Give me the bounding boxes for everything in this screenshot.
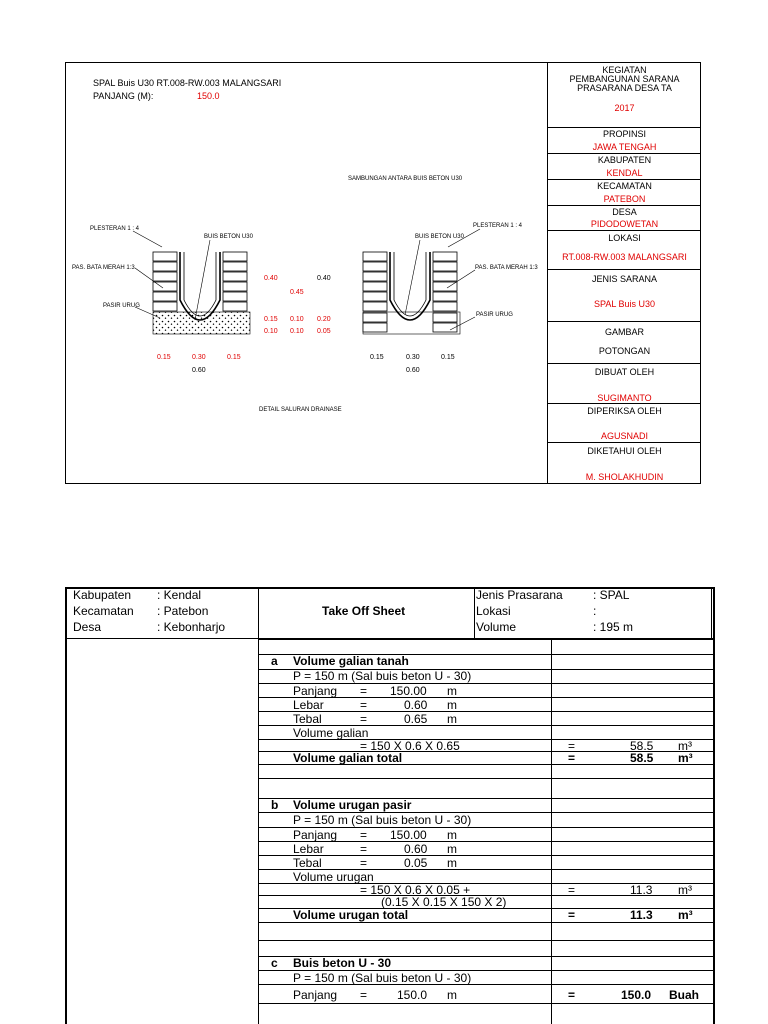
sheet-kec-value: : Patebon xyxy=(157,604,209,618)
dim-bottom-left-1: 0.15 xyxy=(157,354,171,361)
right-label-bata: PAS. BATA MERAH 1:3 xyxy=(475,265,538,271)
sheet-lokasi-label: Lokasi xyxy=(476,604,511,618)
left-brick-wall xyxy=(153,252,177,311)
tb-kegiatan-2: PEMBANGUNAN SARANA xyxy=(569,74,680,84)
length-value: 150.0 xyxy=(197,91,220,101)
sec-b-calc: = 150 X 0.6 X 0.05 + xyxy=(360,883,471,897)
dim-0-05: 0.05 xyxy=(317,328,331,335)
left-sand-bed xyxy=(153,312,250,334)
dim-bottom-left-2: 0.30 xyxy=(192,354,206,361)
sec-a-title: Volume galian tanah xyxy=(293,654,409,668)
sec-b-total-val: 11.3 xyxy=(630,908,653,922)
tb-gambar: POTONGAN xyxy=(598,346,651,356)
tb-desa-label: DESA xyxy=(612,207,637,217)
sheet-desa-value: : Kebonharjo xyxy=(157,620,226,634)
sec-c-letter: c xyxy=(271,956,278,970)
left-u-ditch xyxy=(180,252,220,320)
sheet-kab-value: : Kendal xyxy=(157,588,202,602)
tb-kabupaten-label: KABUPATEN xyxy=(597,155,652,165)
sec-a-calc: = 150 X 0.6 X 0.65 xyxy=(360,739,460,753)
sheet-jenis-value: : SPAL xyxy=(593,588,630,602)
sec-b-title: Volume urugan pasir xyxy=(293,798,412,812)
sheet-kab-label: Kabupaten xyxy=(73,588,132,602)
dim-0-10-b: 0.10 xyxy=(264,328,278,335)
sheet-kec-label: Kecamatan xyxy=(73,604,134,618)
dim-0-15: 0.15 xyxy=(264,316,278,323)
sec-c-unit: Buah xyxy=(669,988,699,1002)
dim-bottom-left-total: 0.60 xyxy=(192,367,206,374)
sec-c-p: P = 150 m (Sal buis beton U - 30) xyxy=(293,971,472,985)
left-brick-wall-right xyxy=(223,252,247,311)
sec-a-vol: Volume galian xyxy=(293,726,369,740)
tb-gambar-label: GAMBAR xyxy=(604,327,644,337)
sec-a-panjang: Panjang xyxy=(293,684,338,698)
sec-b-tebal: Tebal xyxy=(293,856,322,870)
dim-0-45: 0.45 xyxy=(290,289,304,296)
sec-c-val: 150.0 xyxy=(621,988,652,1002)
sheet-jenis-label: Jenis Prasarana xyxy=(476,588,563,602)
sec-b-total: Volume urugan total xyxy=(293,908,409,922)
left-label-plesteran: PLESTERAN 1 : 4 xyxy=(90,226,140,232)
sec-b-lebar: Lebar xyxy=(293,842,324,856)
dim-0-10-c: 0.10 xyxy=(290,328,304,335)
sec-c-panjang-val: 150.0 xyxy=(397,988,428,1002)
right-section xyxy=(363,229,480,334)
left-label-buis: BUIS BETON U30 xyxy=(204,234,253,240)
tb-propinsi: JAWA TENGAH xyxy=(592,142,657,152)
sec-c-title: Buis beton U - 30 xyxy=(293,956,392,970)
sec-b-letter: b xyxy=(271,798,279,812)
tb-diperiksa: AGUSNADI xyxy=(600,431,648,441)
sec-b-tebal-val: 0.05 xyxy=(404,856,428,870)
tb-kegiatan-1: KEGIATAN xyxy=(602,65,647,75)
right-u-ditch xyxy=(390,252,430,320)
drawing-title: SPAL Buis U30 RT.008-RW.003 MALANGSARI xyxy=(93,78,282,88)
right-label-plesteran: PLESTERAN 1 : 4 xyxy=(473,223,523,229)
joint-title: SAMBUNGAN ANTARA BUIS BETON U30 xyxy=(348,176,463,182)
tb-jenis-label: JENIS SARANA xyxy=(591,274,658,284)
sec-a-tebal: Tebal xyxy=(293,712,322,726)
dim-bottom-right-3: 0.15 xyxy=(441,354,455,361)
dim-0-40-left: 0.40 xyxy=(264,275,278,282)
right-label-pasir: PASIR URUG xyxy=(476,312,513,318)
detail-caption: DETAIL SALURAN DRAINASE xyxy=(259,407,342,413)
tb-dibuat-label: DIBUAT OLEH xyxy=(594,367,655,377)
sheet-title: Take Off Sheet xyxy=(322,604,406,618)
sheet-lokasi-value: : xyxy=(593,604,597,618)
tb-diperiksa-label: DIPERIKSA OLEH xyxy=(587,406,662,416)
dim-bottom-right-total: 0.60 xyxy=(406,367,420,374)
tb-kabupaten: KENDAL xyxy=(606,168,643,178)
sec-a-lebar-val: 0.60 xyxy=(404,698,428,712)
dim-bottom-right-1: 0.15 xyxy=(370,354,384,361)
tb-dibuat: SUGIMANTO xyxy=(597,393,652,403)
dim-0-10-a: 0.10 xyxy=(290,316,304,323)
sheet-desa-label: Desa xyxy=(73,620,102,634)
sec-b-vol: Volume urugan xyxy=(293,870,374,884)
dim-0-20: 0.20 xyxy=(317,316,331,323)
tb-year: 2017 xyxy=(614,103,635,113)
sec-b-p: P = 150 m (Sal buis beton U - 30) xyxy=(293,813,472,827)
tb-jenis: SPAL Buis U30 xyxy=(593,299,656,309)
tb-kegiatan-3: PRASARANA DESA TA xyxy=(577,83,672,93)
sec-c-panjang: Panjang xyxy=(293,988,338,1002)
tb-lokasi: RT.008-RW.003 MALANGSARI xyxy=(562,252,687,262)
left-label-bata: PAS. BATA MERAH 1:3 xyxy=(72,265,135,271)
tb-kecamatan: PATEBON xyxy=(603,194,646,204)
title-block xyxy=(547,62,701,484)
tb-diketahui-label: DIKETAHUI OLEH xyxy=(587,446,662,456)
right-brick-wall xyxy=(363,252,387,332)
dim-bottom-right-2: 0.30 xyxy=(406,354,420,361)
sec-a-calc-val: 58.5 xyxy=(630,739,654,753)
sheet-volume-value: : 195 m xyxy=(593,620,634,634)
sec-a-panjang-val: 150.00 xyxy=(390,684,427,698)
tb-diketahui: M. SHOLAKHUDIN xyxy=(585,472,664,482)
tb-desa: PIDODOWETAN xyxy=(590,219,659,229)
dim-bottom-left-3: 0.15 xyxy=(227,354,241,361)
left-section xyxy=(133,231,250,334)
sec-b-calc-val: 11.3 xyxy=(630,883,653,897)
dim-0-40-right: 0.40 xyxy=(317,275,331,282)
tb-kecamatan-label: KECAMATAN xyxy=(597,181,652,191)
sec-b-panjang-val: 150.00 xyxy=(390,828,427,842)
right-label-buis: BUIS BETON U30 xyxy=(415,234,464,240)
sec-a-total-val: 58.5 xyxy=(630,751,654,765)
sheet-volume-label: Volume xyxy=(476,620,517,634)
sec-b-calc2: (0.15 X 0.15 X 150 X 2) xyxy=(381,895,507,909)
sec-a-total: Volume galian total xyxy=(293,751,403,765)
left-label-pasir: PASIR URUG xyxy=(103,303,140,309)
sec-a-p: P = 150 m (Sal buis beton U - 30) xyxy=(293,669,472,683)
sec-b-panjang: Panjang xyxy=(293,828,338,842)
tb-lokasi-label: LOKASI xyxy=(608,233,641,243)
tb-propinsi-label: PROPINSI xyxy=(602,129,646,139)
sec-a-tebal-val: 0.65 xyxy=(404,712,428,726)
sec-a-lebar: Lebar xyxy=(293,698,324,712)
sec-a-letter: a xyxy=(271,654,278,668)
sec-b-lebar-val: 0.60 xyxy=(404,842,428,856)
length-label: PANJANG (M): xyxy=(93,91,154,101)
